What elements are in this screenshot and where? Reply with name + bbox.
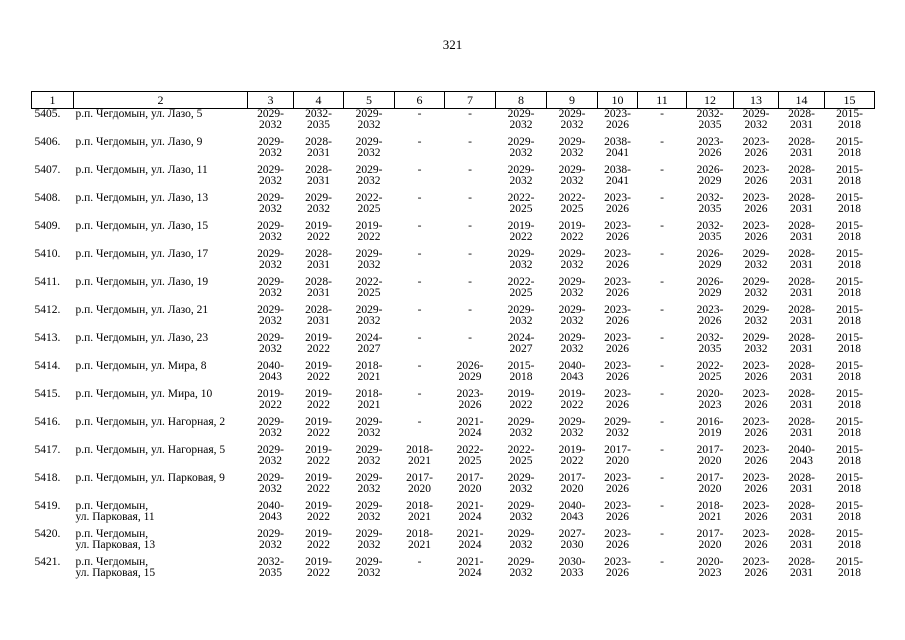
- address-cell: р.п. Чегдомын, ул. Мира, 8: [75, 359, 207, 372]
- period-cell-col-10: 2023- 2026: [604, 191, 631, 215]
- period-cell-col-10: 2038- 2041: [604, 163, 631, 187]
- period-cell-col-11: -: [660, 247, 664, 260]
- period-cell-col-3: 2032- 2035: [257, 555, 284, 579]
- period-cell-col-5: 2019- 2022: [355, 219, 383, 243]
- period-cell-col-11: -: [660, 471, 664, 484]
- table-row: [32, 333, 875, 361]
- period-cell-col-8: 2029- 2032: [507, 471, 535, 495]
- table-row: [32, 193, 875, 221]
- column-header-2: 2: [74, 92, 248, 109]
- period-cell-col-6: -: [417, 135, 422, 148]
- period-cell-col-13: 2029- 2032: [742, 275, 770, 299]
- period-cell-col-13: 2023- 2026: [742, 387, 770, 411]
- address-cell: р.п. Чегдомын, ул. Парковая, 15: [75, 555, 156, 579]
- period-cell-col-6: -: [417, 108, 422, 120]
- period-cell-col-7: -: [468, 191, 472, 204]
- column-header-9: 9: [547, 92, 598, 109]
- column-header-10: 10: [598, 92, 638, 109]
- address-cell: р.п. Чегдомын, ул. Лазо, 23: [75, 331, 209, 344]
- period-cell-col-5: 2018- 2021: [355, 387, 383, 411]
- period-cell-col-3: 2029- 2032: [257, 331, 284, 355]
- period-cell-col-6: -: [417, 555, 422, 568]
- period-cell-col-11: -: [660, 555, 664, 568]
- period-cell-col-9: 2019- 2022: [558, 443, 586, 467]
- period-cell-col-4: 2019- 2022: [305, 415, 332, 439]
- period-cell-col-7: 2017- 2020: [456, 471, 484, 495]
- period-cell-col-10: 2029- 2032: [604, 415, 631, 439]
- table-row: [32, 249, 875, 277]
- table-row: [32, 277, 875, 305]
- period-cell-col-4: 2028- 2031: [305, 303, 332, 327]
- period-cell-col-12: 2032- 2035: [696, 331, 724, 355]
- period-cell-col-11: -: [660, 219, 664, 232]
- period-cell-col-8: 2029- 2032: [507, 135, 535, 159]
- period-cell-col-3: 2029- 2032: [257, 247, 284, 271]
- column-header-4: 4: [294, 92, 344, 109]
- table-row: [32, 165, 875, 193]
- period-cell-col-11: -: [660, 135, 664, 148]
- period-cell-col-12: 2018- 2021: [696, 499, 724, 523]
- period-cell-col-7: 2026- 2029: [456, 359, 484, 383]
- period-cell-col-11: -: [660, 415, 664, 428]
- table-row: [32, 529, 875, 557]
- period-cell-col-8: 2019- 2022: [507, 387, 535, 411]
- period-cell-col-15: 2015- 2018: [836, 191, 863, 215]
- period-cell-col-15: 2015- 2018: [836, 219, 863, 243]
- period-cell-col-14: 2028- 2031: [788, 415, 815, 439]
- period-cell-col-6: -: [417, 247, 422, 260]
- housing-schedule-table: [31, 91, 875, 585]
- period-cell-col-14: 2028- 2031: [788, 331, 815, 355]
- period-cell-col-4: 2019- 2022: [305, 359, 332, 383]
- period-cell-col-12: 2020- 2023: [696, 555, 724, 579]
- period-cell-col-6: 2018- 2021: [406, 527, 433, 551]
- column-header-13: 13: [734, 92, 779, 109]
- period-cell-col-15: 2015- 2018: [836, 135, 863, 159]
- period-cell-col-12: 2032- 2035: [696, 108, 724, 131]
- period-cell-col-12: 2022- 2025: [696, 359, 724, 383]
- period-cell-col-8: 2029- 2032: [507, 163, 535, 187]
- period-cell-col-6: -: [417, 219, 422, 232]
- period-cell-col-11: -: [660, 443, 664, 456]
- period-cell-col-14: 2028- 2031: [788, 527, 815, 551]
- period-cell-col-10: 2023- 2026: [604, 359, 631, 383]
- address-cell: р.п. Чегдомын, ул. Лазо, 9: [75, 135, 203, 148]
- row-number: 5407.: [34, 163, 61, 176]
- page-number: 321: [442, 37, 463, 52]
- row-number: 5405.: [34, 108, 61, 120]
- period-cell-col-4: 2029- 2032: [305, 191, 332, 215]
- period-cell-col-11: -: [660, 527, 664, 540]
- period-cell-col-5: 2029- 2032: [355, 415, 383, 439]
- period-cell-col-10: 2023- 2026: [604, 219, 631, 243]
- period-cell-col-6: 2018- 2021: [406, 499, 433, 523]
- period-cell-col-11: -: [660, 191, 664, 204]
- period-cell-col-13: 2023- 2026: [742, 527, 770, 551]
- address-cell: р.п. Чегдомын, ул. Парковая, 9: [75, 471, 225, 484]
- column-header-5: 5: [344, 92, 395, 109]
- period-cell-col-9: 2019- 2022: [558, 387, 586, 411]
- period-cell-col-4: 2019- 2022: [305, 499, 332, 523]
- period-cell-col-8: 2029- 2032: [507, 555, 535, 579]
- period-cell-col-14: 2028- 2031: [788, 219, 815, 243]
- table-row: [32, 361, 875, 389]
- period-cell-col-4: 2028- 2031: [305, 275, 332, 299]
- period-cell-col-15: 2015- 2018: [836, 331, 863, 355]
- row-number: 5416.: [34, 415, 61, 428]
- period-cell-col-15: 2015- 2018: [836, 555, 863, 579]
- table-row: [32, 445, 875, 473]
- period-cell-col-8: 2029- 2032: [507, 527, 535, 551]
- period-cell-col-5: 2029- 2032: [355, 443, 383, 467]
- column-header-14: 14: [779, 92, 825, 109]
- period-cell-col-12: 2017- 2020: [696, 527, 724, 551]
- column-header-8: 8: [496, 92, 547, 109]
- period-cell-col-3: 2040- 2043: [257, 359, 284, 383]
- table-row: [32, 473, 875, 501]
- period-cell-col-13: 2023- 2026: [742, 219, 770, 243]
- period-cell-col-13: 2023- 2026: [742, 555, 770, 579]
- period-cell-col-14: 2028- 2031: [788, 163, 815, 187]
- period-cell-col-8: 2022- 2025: [507, 275, 535, 299]
- period-cell-col-15: 2015- 2018: [836, 303, 863, 327]
- address-cell: р.п. Чегдомын, ул. Лазо, 21: [75, 303, 209, 316]
- table-row: [32, 137, 875, 165]
- period-cell-col-14: 2028- 2031: [788, 499, 815, 523]
- period-cell-col-6: -: [417, 415, 422, 428]
- period-cell-col-9: 2029- 2032: [558, 163, 586, 187]
- address-cell: р.п. Чегдомын, ул. Парковая, 13: [75, 527, 156, 551]
- address-cell: р.п. Чегдомын, ул. Нагорная, 5: [75, 443, 226, 456]
- column-header-3: 3: [248, 92, 294, 109]
- period-cell-col-11: -: [660, 331, 664, 344]
- period-cell-col-9: 2029- 2032: [558, 331, 586, 355]
- period-cell-col-10: 2023- 2026: [604, 387, 631, 411]
- period-cell-col-6: 2017- 2020: [406, 471, 433, 495]
- period-cell-col-11: -: [660, 108, 664, 120]
- period-cell-col-3: 2029- 2032: [257, 191, 284, 215]
- period-cell-col-7: -: [468, 331, 472, 344]
- period-cell-col-15: 2015- 2018: [836, 247, 863, 271]
- period-cell-col-10: 2023- 2026: [604, 331, 631, 355]
- period-cell-col-3: 2029- 2032: [257, 303, 284, 327]
- row-number: 5418.: [34, 471, 61, 484]
- row-number: 5419.: [34, 499, 61, 512]
- row-number: 5412.: [34, 303, 61, 316]
- period-cell-col-6: -: [417, 303, 422, 316]
- period-cell-col-7: 2021- 2024: [456, 499, 484, 523]
- period-cell-col-8: 2029- 2032: [507, 108, 535, 131]
- period-cell-col-14: 2028- 2031: [788, 247, 815, 271]
- period-cell-col-5: 2029- 2032: [355, 303, 383, 327]
- period-cell-col-12: 2026- 2029: [696, 247, 724, 271]
- period-cell-col-9: 2029- 2032: [558, 415, 586, 439]
- period-cell-col-3: 2029- 2032: [257, 219, 284, 243]
- period-cell-col-10: 2017- 2020: [604, 443, 631, 467]
- period-cell-col-9: 2029- 2032: [558, 108, 586, 131]
- period-cell-col-14: 2028- 2031: [788, 303, 815, 327]
- period-cell-col-13: 2023- 2026: [742, 415, 770, 439]
- period-cell-col-6: -: [417, 191, 422, 204]
- row-number: 5409.: [34, 219, 61, 232]
- table-row: [32, 557, 875, 585]
- period-cell-col-6: 2018- 2021: [406, 443, 433, 467]
- period-cell-col-13: 2029- 2032: [742, 108, 770, 131]
- period-cell-col-3: 2019- 2022: [257, 387, 284, 411]
- address-cell: р.п. Чегдомын, ул. Лазо, 17: [75, 247, 209, 260]
- period-cell-col-6: -: [417, 331, 422, 344]
- period-cell-col-12: 2017- 2020: [696, 471, 724, 495]
- period-cell-col-15: 2015- 2018: [836, 387, 863, 411]
- period-cell-col-9: 2029- 2032: [558, 135, 586, 159]
- row-number: 5420.: [34, 527, 61, 540]
- column-header-11: 11: [638, 92, 687, 109]
- period-cell-col-7: 2021- 2024: [456, 555, 484, 579]
- period-cell-col-4: 2032- 2035: [305, 108, 332, 131]
- period-cell-col-13: 2023- 2026: [742, 191, 770, 215]
- address-cell: р.п. Чегдомын, ул. Лазо, 13: [75, 191, 209, 204]
- period-cell-col-9: 2022- 2025: [558, 191, 586, 215]
- row-number: 5421.: [34, 555, 61, 568]
- period-cell-col-11: -: [660, 359, 664, 372]
- column-header-1: 1: [32, 92, 74, 109]
- period-cell-col-7: 2021- 2024: [456, 415, 484, 439]
- address-cell: р.п. Чегдомын, ул. Парковая, 11: [75, 499, 155, 523]
- period-cell-col-14: 2028- 2031: [788, 471, 815, 495]
- row-number: 5415.: [34, 387, 61, 400]
- row-number: 5410.: [34, 247, 61, 260]
- period-cell-col-14: 2040- 2043: [788, 443, 815, 467]
- period-cell-col-10: 2023- 2026: [604, 499, 631, 523]
- address-cell: р.п. Чегдомын, ул. Лазо, 5: [75, 108, 203, 120]
- address-cell: р.п. Чегдомын, ул. Лазо, 11: [75, 163, 208, 176]
- period-cell-col-4: 2019- 2022: [305, 527, 332, 551]
- period-cell-col-11: -: [660, 303, 664, 316]
- period-cell-col-15: 2015- 2018: [836, 275, 863, 299]
- period-cell-col-5: 2022- 2025: [355, 275, 383, 299]
- period-cell-col-15: 2015- 2018: [836, 471, 863, 495]
- period-cell-col-11: -: [660, 275, 664, 288]
- period-cell-col-14: 2028- 2031: [788, 555, 815, 579]
- period-cell-col-7: -: [468, 108, 472, 120]
- period-cell-col-6: -: [417, 275, 422, 288]
- period-cell-col-4: 2028- 2031: [305, 163, 332, 187]
- table-row: [32, 417, 875, 445]
- period-cell-col-5: 2029- 2032: [355, 247, 383, 271]
- table-row: [32, 109, 875, 137]
- period-cell-col-5: 2029- 2032: [355, 163, 383, 187]
- period-cell-col-3: 2029- 2032: [257, 108, 284, 131]
- period-cell-col-12: 2032- 2035: [696, 191, 724, 215]
- period-cell-col-5: 2024- 2027: [355, 331, 383, 355]
- period-cell-col-3: 2029- 2032: [257, 163, 284, 187]
- row-number: 5417.: [34, 443, 61, 456]
- period-cell-col-15: 2015- 2018: [836, 359, 863, 383]
- period-cell-col-13: 2023- 2026: [742, 499, 770, 523]
- period-cell-col-5: 2029- 2032: [355, 135, 383, 159]
- period-cell-col-4: 2028- 2031: [305, 135, 332, 159]
- address-cell: р.п. Чегдомын, ул. Лазо, 15: [75, 219, 209, 232]
- period-cell-col-12: 2026- 2029: [696, 275, 724, 299]
- period-cell-col-7: -: [468, 303, 472, 316]
- row-number: 5413.: [34, 331, 61, 344]
- address-cell: р.п. Чегдомын, ул. Нагорная, 2: [75, 415, 226, 428]
- period-cell-col-13: 2023- 2026: [742, 471, 770, 495]
- period-cell-col-8: 2029- 2032: [507, 247, 535, 271]
- address-cell: р.п. Чегдомын, ул. Мира, 10: [75, 387, 213, 400]
- period-cell-col-4: 2019- 2022: [305, 219, 332, 243]
- period-cell-col-5: 2029- 2032: [355, 499, 383, 523]
- period-cell-col-12: 2026- 2029: [696, 163, 724, 187]
- period-cell-col-11: -: [660, 499, 664, 512]
- period-cell-col-11: -: [660, 163, 664, 176]
- period-cell-col-14: 2028- 2031: [788, 359, 815, 383]
- period-cell-col-13: 2023- 2026: [742, 163, 770, 187]
- period-cell-col-12: 2020- 2023: [696, 387, 724, 411]
- period-cell-col-13: 2029- 2032: [742, 303, 770, 327]
- row-number: 5414.: [34, 359, 61, 372]
- period-cell-col-10: 2023- 2026: [604, 303, 631, 327]
- period-cell-col-15: 2015- 2018: [836, 527, 863, 551]
- period-cell-col-12: 2032- 2035: [696, 219, 724, 243]
- period-cell-col-9: 2017- 2020: [558, 471, 586, 495]
- period-cell-col-8: 2029- 2032: [507, 303, 535, 327]
- period-cell-col-3: 2029- 2032: [257, 275, 284, 299]
- period-cell-col-8: 2024- 2027: [507, 331, 535, 355]
- period-cell-col-12: 2017- 2020: [696, 443, 724, 467]
- table-row: [32, 221, 875, 249]
- period-cell-col-5: 2029- 2032: [355, 555, 383, 579]
- period-cell-col-7: -: [468, 275, 472, 288]
- period-cell-col-14: 2028- 2031: [788, 191, 815, 215]
- column-header-15: 15: [825, 92, 875, 109]
- column-header-6: 6: [395, 92, 445, 109]
- period-cell-col-14: 2028- 2031: [788, 275, 815, 299]
- period-cell-col-7: -: [468, 219, 472, 232]
- row-number: 5411.: [34, 275, 60, 288]
- period-cell-col-13: 2023- 2026: [742, 443, 770, 467]
- period-cell-col-10: 2023- 2026: [604, 527, 631, 551]
- period-cell-col-5: 2029- 2032: [355, 527, 383, 551]
- period-cell-col-15: 2015- 2018: [836, 163, 863, 187]
- period-cell-col-8: 2019- 2022: [507, 219, 535, 243]
- period-cell-col-4: 2019- 2022: [305, 443, 332, 467]
- row-number: 5406.: [34, 135, 61, 148]
- period-cell-col-15: 2015- 2018: [836, 499, 863, 523]
- period-cell-col-4: 2019- 2022: [305, 555, 332, 579]
- period-cell-col-3: 2029- 2032: [257, 443, 284, 467]
- period-cell-col-13: 2029- 2032: [742, 331, 770, 355]
- table-row: [32, 389, 875, 417]
- period-cell-col-6: -: [417, 359, 422, 372]
- column-header-7: 7: [445, 92, 496, 109]
- period-cell-col-13: 2023- 2026: [742, 135, 770, 159]
- period-cell-col-7: 2021- 2024: [456, 527, 484, 551]
- period-cell-col-7: 2022- 2025: [456, 443, 484, 467]
- period-cell-col-4: 2019- 2022: [305, 387, 332, 411]
- period-cell-col-13: 2029- 2032: [742, 247, 770, 271]
- period-cell-col-9: 2040- 2043: [558, 359, 586, 383]
- period-cell-col-7: -: [468, 247, 472, 260]
- table-row: [32, 305, 875, 333]
- period-cell-col-9: 2019- 2022: [558, 219, 586, 243]
- period-cell-col-15: 2015- 2018: [836, 415, 863, 439]
- period-cell-col-10: 2023- 2026: [604, 247, 631, 271]
- period-cell-col-9: 2030- 2033: [558, 555, 586, 579]
- period-cell-col-13: 2023- 2026: [742, 359, 770, 383]
- period-cell-col-3: 2029- 2032: [257, 415, 284, 439]
- period-cell-col-5: 2018- 2021: [355, 359, 383, 383]
- period-cell-col-15: 2015- 2018: [836, 108, 863, 131]
- period-cell-col-9: 2040- 2043: [558, 499, 586, 523]
- period-cell-col-10: 2023- 2026: [604, 555, 631, 579]
- period-cell-col-3: 2029- 2032: [257, 135, 284, 159]
- period-cell-col-7: -: [468, 135, 472, 148]
- row-number: 5408.: [34, 191, 61, 204]
- period-cell-col-9: 2027- 2030: [558, 527, 586, 551]
- header-row: [32, 92, 875, 109]
- period-cell-col-12: 2016- 2019: [696, 415, 724, 439]
- period-cell-col-14: 2028- 2031: [788, 387, 815, 411]
- period-cell-col-4: 2019- 2022: [305, 471, 332, 495]
- period-cell-col-4: 2019- 2022: [305, 331, 332, 355]
- period-cell-col-7: -: [468, 163, 472, 176]
- period-cell-col-9: 2029- 2032: [558, 247, 586, 271]
- period-cell-col-6: -: [417, 163, 422, 176]
- period-cell-col-10: 2038- 2041: [604, 135, 631, 159]
- column-header-12: 12: [687, 92, 734, 109]
- period-cell-col-3: 2040- 2043: [257, 499, 284, 523]
- period-cell-col-10: 2023- 2026: [604, 108, 631, 131]
- period-cell-col-3: 2029- 2032: [257, 471, 284, 495]
- period-cell-col-3: 2029- 2032: [257, 527, 284, 551]
- period-cell-col-9: 2029- 2032: [558, 275, 586, 299]
- period-cell-col-6: -: [417, 387, 422, 400]
- period-cell-col-8: 2015- 2018: [507, 359, 535, 383]
- period-cell-col-5: 2029- 2032: [355, 108, 383, 131]
- period-cell-col-8: 2029- 2032: [507, 499, 535, 523]
- period-cell-col-8: 2022- 2025: [507, 443, 535, 467]
- period-cell-col-10: 2023- 2026: [604, 471, 631, 495]
- period-cell-col-15: 2015- 2018: [836, 443, 863, 467]
- table-row: [32, 501, 875, 529]
- period-cell-col-5: 2022- 2025: [355, 191, 383, 215]
- period-cell-col-9: 2029- 2032: [558, 303, 586, 327]
- table-body: [32, 109, 875, 585]
- period-cell-col-5: 2029- 2032: [355, 471, 383, 495]
- period-cell-col-14: 2028- 2031: [788, 135, 815, 159]
- period-cell-col-12: 2023- 2026: [696, 303, 724, 327]
- period-cell-col-10: 2023- 2026: [604, 275, 631, 299]
- period-cell-col-4: 2028- 2031: [305, 247, 332, 271]
- period-cell-col-8: 2022- 2025: [507, 191, 535, 215]
- address-cell: р.п. Чегдомын, ул. Лазо, 19: [75, 275, 209, 288]
- period-cell-col-8: 2029- 2032: [507, 415, 535, 439]
- period-cell-col-11: -: [660, 387, 664, 400]
- period-cell-col-7: 2023- 2026: [456, 387, 484, 411]
- period-cell-col-14: 2028- 2031: [788, 108, 815, 131]
- period-cell-col-12: 2023- 2026: [696, 135, 724, 159]
